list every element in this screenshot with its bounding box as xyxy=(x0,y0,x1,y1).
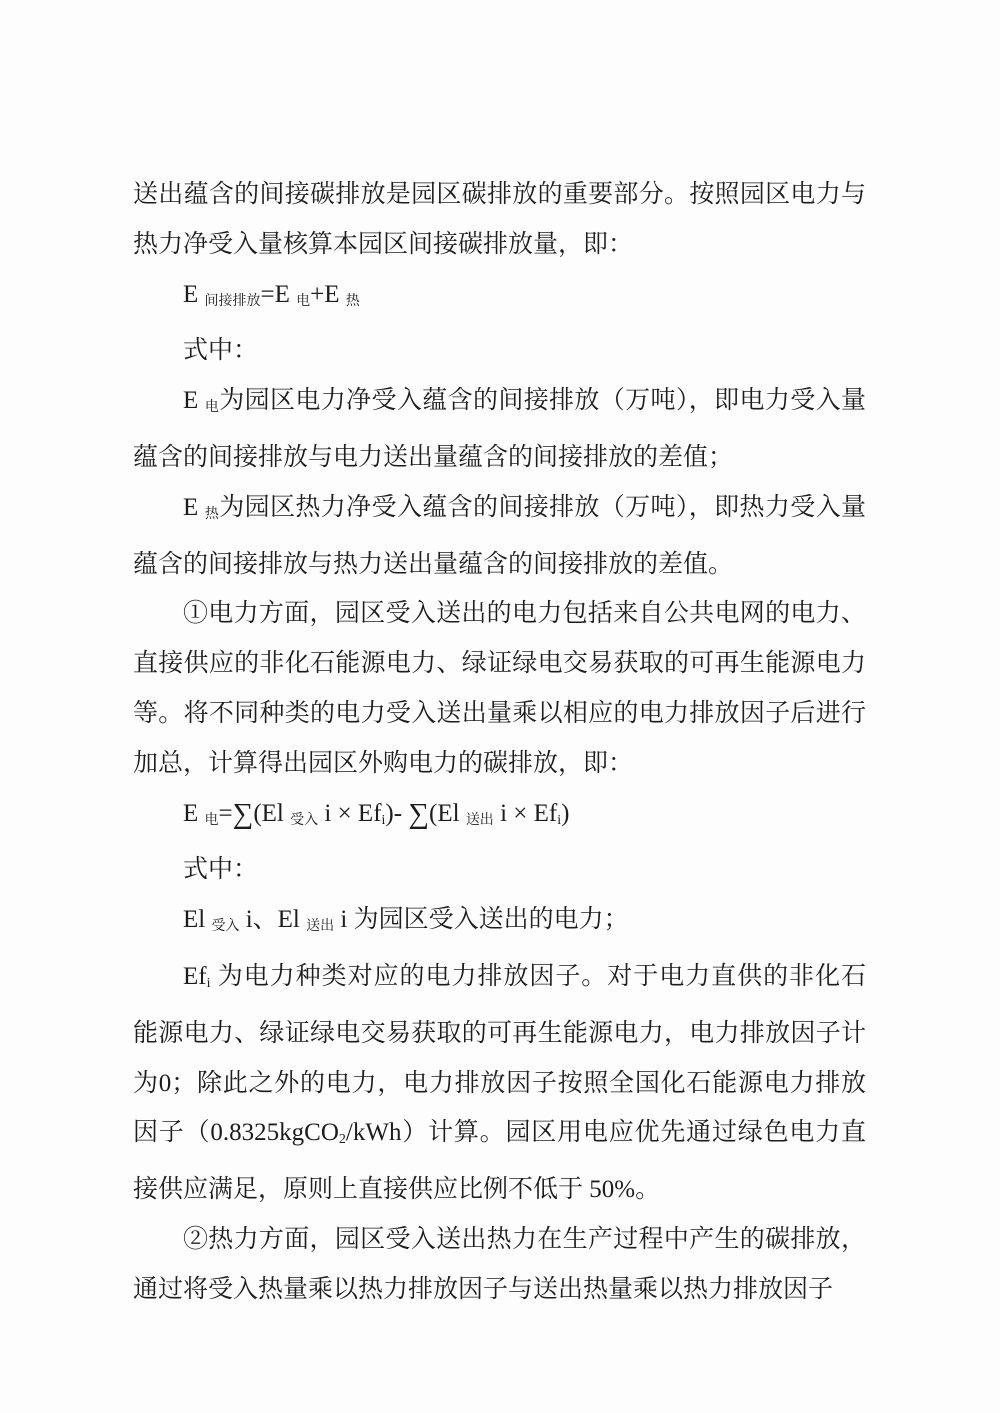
text-run: ①电力方面，园区受入送出的电力包括来自公共电网的电力、直接供应的非化石能源电力、绿证绿电交易获取的可再生能源电力等。将不同种类的电力受入送出量乘以相应的电力排放因子后进行加总，计算得出园区外购电力的碳排放，即： xyxy=(133,600,866,777)
para-e-heat-definition xyxy=(133,483,866,590)
text-run: +E xyxy=(310,280,346,308)
formula-indirect-emission xyxy=(133,270,866,327)
subscript-text: 受入 xyxy=(211,919,240,935)
text-run: (El xyxy=(429,799,466,827)
para-ef-definition xyxy=(133,952,866,1215)
text-run: 为电力种类对应的电力排放因子。对于电力直供的非化石能源电力、绿证绿电交易获取的可再生能源电力，电力排放因子计为0；除此之外的电力，电力排放因子按照全国化石能源电力排放因子（0.8325kgCO xyxy=(133,962,866,1147)
subscript-text: 受入 xyxy=(290,812,319,828)
text-run: )- xyxy=(385,799,409,827)
subscript-text: 热 xyxy=(345,293,360,309)
sigma-symbol: ∑ xyxy=(408,797,430,830)
text-run: E xyxy=(183,493,205,521)
text-run: Ef xyxy=(183,962,207,990)
text-content xyxy=(133,170,866,1315)
subscript-text: 电 xyxy=(204,812,219,828)
text-run: 送出蕴含的间接碳排放是园区碳排放的重要部分。按照园区电力与热力净受入量核算本园区间接碳排放量，即： xyxy=(133,181,866,258)
para-heat-section xyxy=(133,1215,866,1315)
para-el-definition xyxy=(133,895,866,952)
text-run: E xyxy=(183,387,205,415)
sigma-symbol: ∑ xyxy=(232,797,254,830)
subscript-text: 热 xyxy=(204,506,220,522)
text-run: =E xyxy=(260,280,297,308)
para-formula-label-2 xyxy=(133,845,866,895)
text-run: 为园区热力净受入蕴含的间接排放（万吨），即热力受入量蕴含的间接排放与热力送出量蕴含的间接排放的差值。 xyxy=(133,493,866,578)
text-run: ②热力方面，园区受入送出热力在生产过程中产生的碳排放，通过将受入热量乘以热力排放因子与送出热量乘以热力排放因子 xyxy=(133,1225,866,1303)
para-intro xyxy=(133,170,866,270)
text-run: 式中： xyxy=(183,856,259,884)
formula-e-electricity xyxy=(133,789,866,846)
subscript-text: 电 xyxy=(204,400,220,416)
text-run: i 为园区受入送出的电力； xyxy=(334,906,629,934)
text-run: i × Ef xyxy=(318,799,382,827)
text-run: 为园区电力净受入蕴含的间接排放（万吨），即电力受入量蕴含的间接排放与电力送出量蕴含的间接排放的差值； xyxy=(133,387,866,471)
subscript-text: 2 xyxy=(338,1132,346,1148)
para-formula-label-1 xyxy=(133,326,866,376)
text-run: E xyxy=(183,280,205,308)
subscript-text: 电 xyxy=(296,293,311,309)
para-e-electricity-definition xyxy=(133,376,866,483)
text-run: (El xyxy=(253,799,291,827)
subscript-text: i xyxy=(381,812,386,828)
subscript-text: i xyxy=(557,812,562,828)
subscript-text: 送出 xyxy=(306,919,335,935)
text-run: /kWh）计算。园区用电应优先通过绿色电力直接供应满足，原则上直接供应比例不低于 50%。 xyxy=(133,1119,866,1204)
text-run: i × Ef xyxy=(493,799,558,827)
text-run: i、El xyxy=(239,906,307,934)
subscript-text: 间接排放 xyxy=(204,293,261,309)
text-run: E xyxy=(183,799,205,827)
subscript-text: i xyxy=(206,975,211,991)
text-run: 式中： xyxy=(183,337,259,365)
text-run: El xyxy=(183,906,212,934)
text-run: = xyxy=(218,799,233,827)
para-electricity-section xyxy=(133,589,866,788)
subscript-text: 送出 xyxy=(465,812,494,828)
text-run: ) xyxy=(561,799,570,827)
